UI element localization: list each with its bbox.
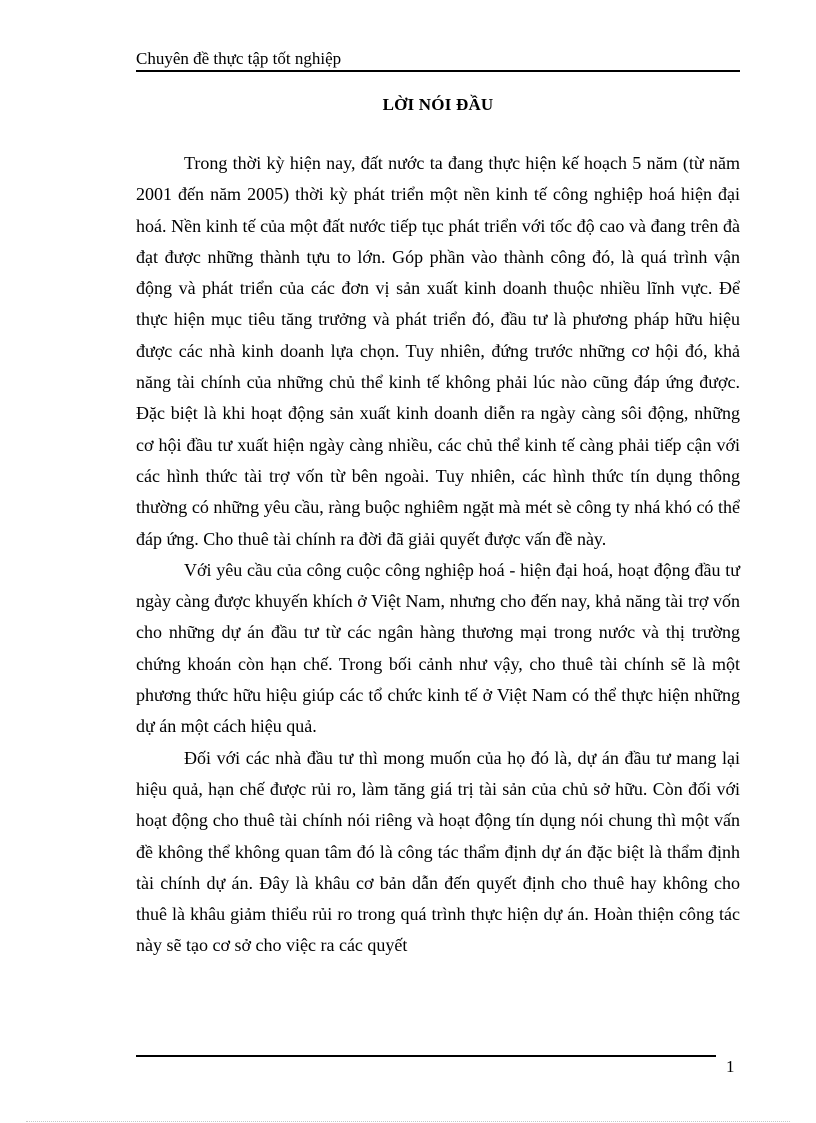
- body-text: [136, 148, 740, 962]
- paragraph: Đối với các nhà đầu tư thì mong muốn của họ đó là, dự án đầu tư mang lại hiệu quả, hạn chế được rủi ro, làm tăng giá trị tài sản của chủ sở hữu. Còn đối với hoạt động cho thuê tài chính nói riêng và hoạt động tín dụng nói chung thì một vấn đề không thể không quan tâm đó là công tác thẩm định dự án đặc biệt là thẩm định tài chính dự án. Đây là khâu cơ bản dẫn đến quyết định cho thuê hay không cho thuê là khâu giảm thiểu rủi ro trong quá trình thực hiện dự án. Hoàn thiện công tác này sẽ tạo cơ sở cho việc ra các quyết: [136, 747, 740, 956]
- paragraph: Với yêu cầu của công cuộc công nghiệp hoá - hiện đại hoá, hoạt động đầu tư ngày càng được khuyến khích ở Việt Nam, nhưng cho đến nay, khả năng tài trợ vốn cho những dự án đầu tư từ các ngân hàng thương mại trong nước và thị trường chứng khoán còn hạn chế. Trong bối cảnh như vậy, cho thuê tài chính sẽ là một phương thức hữu hiệu giúp các tổ chức kinh tế ở Việt Nam có thể thực hiện những dự án một cách hiệu quả.: [136, 559, 740, 737]
- page-number: 1: [726, 1057, 735, 1076]
- footer-divider: [136, 1055, 716, 1057]
- page-edge-divider: [26, 1121, 790, 1122]
- page-title: LỜI NÓI ĐẦU: [382, 95, 494, 114]
- paragraph: Trong thời kỳ hiện nay, đất nước ta đang thực hiện kế hoạch 5 năm (từ năm 2001 đến năm 2005) thời kỳ phát triển một nền kinh tế công nghiệp hoá hiện đại hoá. Nền kinh tế của một đất nước tiếp tục phát triển với tốc độ cao và đang trên đà đạt được những thành tựu to lớn. Góp phần vào thành công đó, là quá trình vận động và phát triển của các đơn vị sản xuất kinh doanh thuộc nhiều lĩnh vực. Để thực hiện mục tiêu tăng trưởng và phát triển đó, đầu tư là phương pháp hữu hiệu được các nhà kinh doanh lựa chọn. Tuy nhiên, đứng trước những cơ hội đó, khả năng tài chính của những chủ thể kinh tế không phải lúc nào cũng đáp ứng được. Đặc biệt là khi hoạt động sản xuất kinh doanh diễn ra ngày càng sôi động, những cơ hội đầu tư xuất hiện ngày càng nhiều, các chủ thể kinh tế càng phải tiếp cận với các hình thức tài trợ vốn từ bên ngoài. Tuy nhiên, các hình thức tín dụng thông thường có những yêu cầu, ràng buộc nghiêm ngặt mà mét sè công ty nhá khó có thể đáp ứng. Cho thuê tài chính ra đời đã giải quyết được vấn đề này.: [136, 153, 740, 549]
- running-header: Chuyên đề thực tập tốt nghiệp: [136, 49, 342, 68]
- header-divider: [136, 70, 740, 72]
